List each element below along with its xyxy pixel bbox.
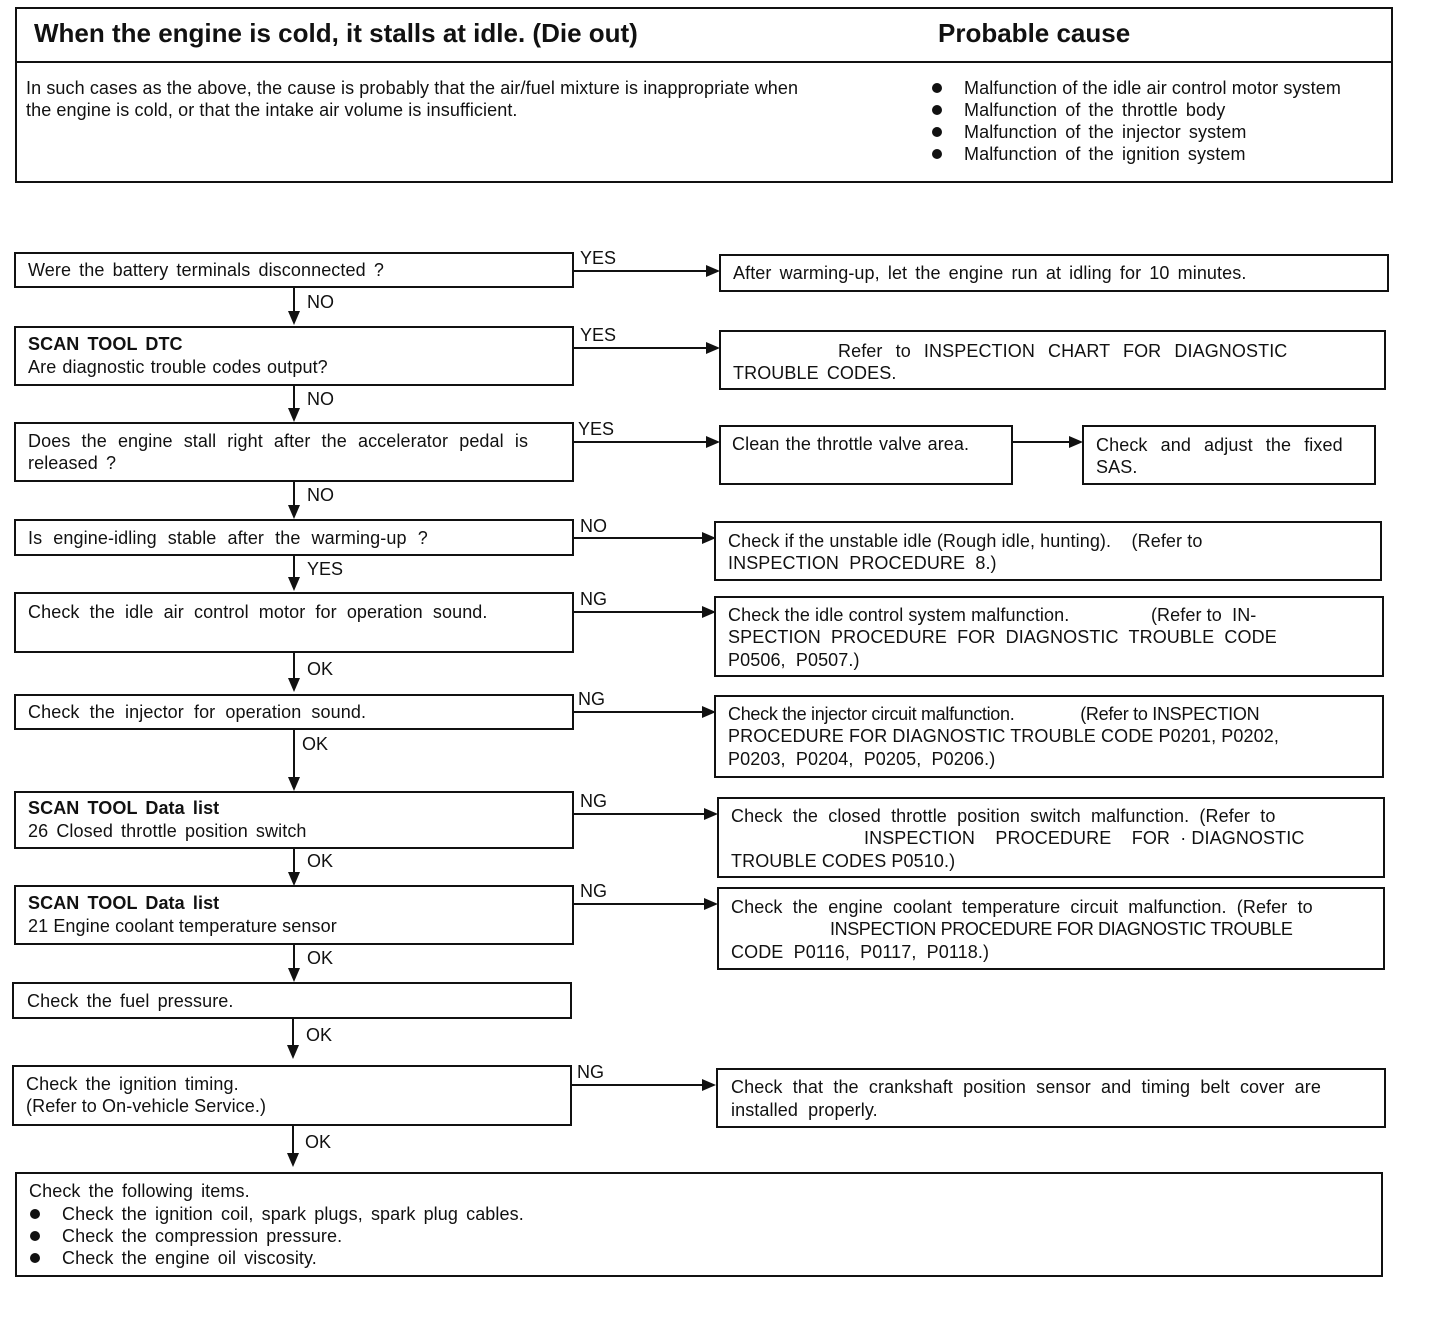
- step-title: SCAN TOOL Data list: [28, 893, 220, 913]
- connector-line: [293, 945, 295, 969]
- down-label: NO: [307, 292, 334, 312]
- cause-item: Malfunction of the ignition system: [932, 143, 1341, 165]
- connector-line: [293, 653, 295, 679]
- arrow-right-icon: [702, 1079, 716, 1091]
- result-text: INSPECTION PROCEDURE FOR · DIAGNOSTIC: [864, 828, 1305, 848]
- arrow-right-icon: [704, 808, 718, 820]
- step-text: Does the engine stall right after the accelerator pedal is: [28, 431, 529, 451]
- description-line-2: the engine is cold, or that the intake air volume is insufficient.: [26, 100, 518, 120]
- result-text: PROCEDURE FOR DIAGNOSTIC TROUBLE CODE P0201, P0202,: [728, 726, 1279, 746]
- step-text: Check the ignition timing.: [26, 1074, 239, 1094]
- bullet-icon: [30, 1209, 40, 1219]
- arrow-right-icon: [704, 898, 718, 910]
- branch-label: NG: [578, 689, 605, 709]
- connector-line: [293, 288, 295, 312]
- result-text: INSPECTION PROCEDURE FOR DIAGNOSTIC TROUBLE: [830, 919, 1293, 939]
- down-label: OK: [302, 734, 329, 754]
- bullet-icon: [932, 149, 942, 159]
- result-text: INSPECTION PROCEDURE 8.): [728, 553, 997, 573]
- result-text: CODE P0116, P0117, P0118.): [731, 942, 990, 962]
- branch-label: NG: [580, 791, 607, 811]
- arrow-down-icon: [287, 1045, 299, 1059]
- result-text: Check the closed throttle position switch malfunction. (Refer to: [731, 806, 1276, 826]
- result-text: Check the injector circuit malfunction. (Refer to INSPECTION: [728, 704, 1260, 724]
- bullet-icon: [30, 1253, 40, 1263]
- result-text: SAS.: [1096, 457, 1138, 477]
- arrow-down-icon: [288, 872, 300, 886]
- step-text: 26 Closed throttle position switch: [28, 821, 307, 841]
- step-text: Were the battery terminals disconnected ?: [28, 260, 384, 280]
- result-text: Check the engine coolant temperature circuit malfunction. (Refer to: [731, 897, 1313, 917]
- arrow-down-icon: [288, 408, 300, 422]
- result-text: Check and adjust the fixed: [1096, 435, 1343, 455]
- result-text: TROUBLE CODES.: [733, 363, 897, 383]
- arrow-down-icon: [288, 577, 300, 591]
- branch-label: NG: [577, 1062, 604, 1082]
- connector-line: [574, 903, 706, 905]
- branch-label: NO: [580, 516, 607, 536]
- connector-line: [574, 441, 708, 443]
- result-text: Refer to INSPECTION CHART FOR DIAGNOSTIC: [838, 341, 1288, 361]
- bullet-icon: [932, 105, 942, 115]
- result-text: After warming-up, let the engine run at idling for 10 minutes.: [733, 263, 1247, 283]
- connector-line: [293, 849, 295, 873]
- connector-line: [574, 711, 704, 713]
- connector-line: [292, 1019, 294, 1046]
- arrow-down-icon: [288, 678, 300, 692]
- cause-item: Malfunction of the throttle body: [932, 99, 1341, 121]
- result-text: Check the idle control system malfunction. (Refer to IN-: [728, 605, 1257, 625]
- connector-line: [1013, 441, 1071, 443]
- header-divider: [15, 61, 1393, 63]
- connector-line: [574, 347, 708, 349]
- step-text: (Refer to On-vehicle Service.): [26, 1096, 267, 1116]
- branch-label: YES: [580, 248, 617, 268]
- step-title: SCAN TOOL Data list: [28, 798, 220, 818]
- branch-label: YES: [580, 325, 617, 345]
- cause-item: Malfunction of the injector system: [932, 121, 1341, 143]
- down-label: OK: [307, 659, 334, 679]
- result-text: P0506, P0507.): [728, 650, 860, 670]
- connector-line: [574, 611, 704, 613]
- cause-item: Malfunction of the idle air control motor system: [932, 77, 1341, 99]
- result-text: P0203, P0204, P0205, P0206.): [728, 749, 996, 769]
- down-label: OK: [307, 851, 334, 871]
- down-label: OK: [305, 1132, 332, 1152]
- step-text: Check the fuel pressure.: [27, 991, 234, 1011]
- step-text: released ?: [28, 453, 117, 473]
- connector-line: [293, 556, 295, 578]
- connector-line: [293, 482, 295, 506]
- arrow-down-icon: [288, 311, 300, 325]
- connector-line: [574, 813, 706, 815]
- result-text: Check that the crankshaft position sensor and timing belt cover are: [731, 1077, 1321, 1097]
- arrow-down-icon: [288, 968, 300, 982]
- step-text: Check the idle air control motor for operation sound.: [28, 602, 488, 622]
- arrow-right-icon: [706, 342, 720, 354]
- final-intro: Check the following items.: [29, 1181, 250, 1201]
- bullet-icon: [932, 127, 942, 137]
- description-line-1: In such cases as the above, the cause is probably that the air/fuel mixture is inappropriate when: [26, 78, 799, 98]
- probable-cause-list: [932, 77, 1341, 165]
- step-title: SCAN TOOL DTC: [28, 334, 183, 354]
- final-check-item: Check the engine oil viscosity.: [30, 1247, 524, 1269]
- down-label: OK: [306, 1025, 333, 1045]
- branch-label: YES: [578, 419, 615, 439]
- result-text: SPECTION PROCEDURE FOR DIAGNOSTIC TROUBLE CODE: [728, 627, 1277, 647]
- arrow-down-icon: [288, 777, 300, 791]
- connector-line: [572, 1084, 704, 1086]
- down-label: NO: [307, 485, 334, 505]
- connector-line: [293, 730, 295, 778]
- page-title: When the engine is cold, it stalls at idle. (Die out): [34, 18, 638, 48]
- step-text: Is engine-idling stable after the warming-up ?: [28, 528, 428, 548]
- result-text: Clean the throttle valve area.: [732, 434, 970, 454]
- arrow-right-icon: [706, 265, 720, 277]
- branch-label: NG: [580, 589, 607, 609]
- connector-line: [292, 1126, 294, 1154]
- connector-line: [293, 386, 295, 409]
- arrow-down-icon: [288, 505, 300, 519]
- bullet-icon: [30, 1231, 40, 1241]
- connector-line: [574, 270, 708, 272]
- bullet-icon: [932, 83, 942, 93]
- branch-label: NG: [580, 881, 607, 901]
- result-text: installed properly.: [731, 1100, 878, 1120]
- result-text: Check if the unstable idle (Rough idle, hunting). (Refer to: [728, 531, 1203, 551]
- down-label: YES: [307, 559, 344, 579]
- final-check-item: Check the compression pressure.: [30, 1225, 524, 1247]
- arrow-right-icon: [706, 436, 720, 448]
- final-check-item: Check the ignition coil, spark plugs, spark plug cables.: [30, 1203, 524, 1225]
- result-text: TROUBLE CODES P0510.): [731, 851, 956, 871]
- down-label: OK: [307, 948, 334, 968]
- down-label: NO: [307, 389, 334, 409]
- arrow-down-icon: [287, 1153, 299, 1167]
- connector-line: [574, 537, 704, 539]
- final-check-list: [30, 1203, 524, 1269]
- step-text: 21 Engine coolant temperature sensor: [28, 916, 337, 936]
- step-text: Check the injector for operation sound.: [28, 702, 367, 722]
- arrow-right-icon: [1069, 436, 1083, 448]
- probable-cause-title: Probable cause: [938, 18, 1131, 48]
- step-text: Are diagnostic trouble codes output?: [28, 357, 328, 377]
